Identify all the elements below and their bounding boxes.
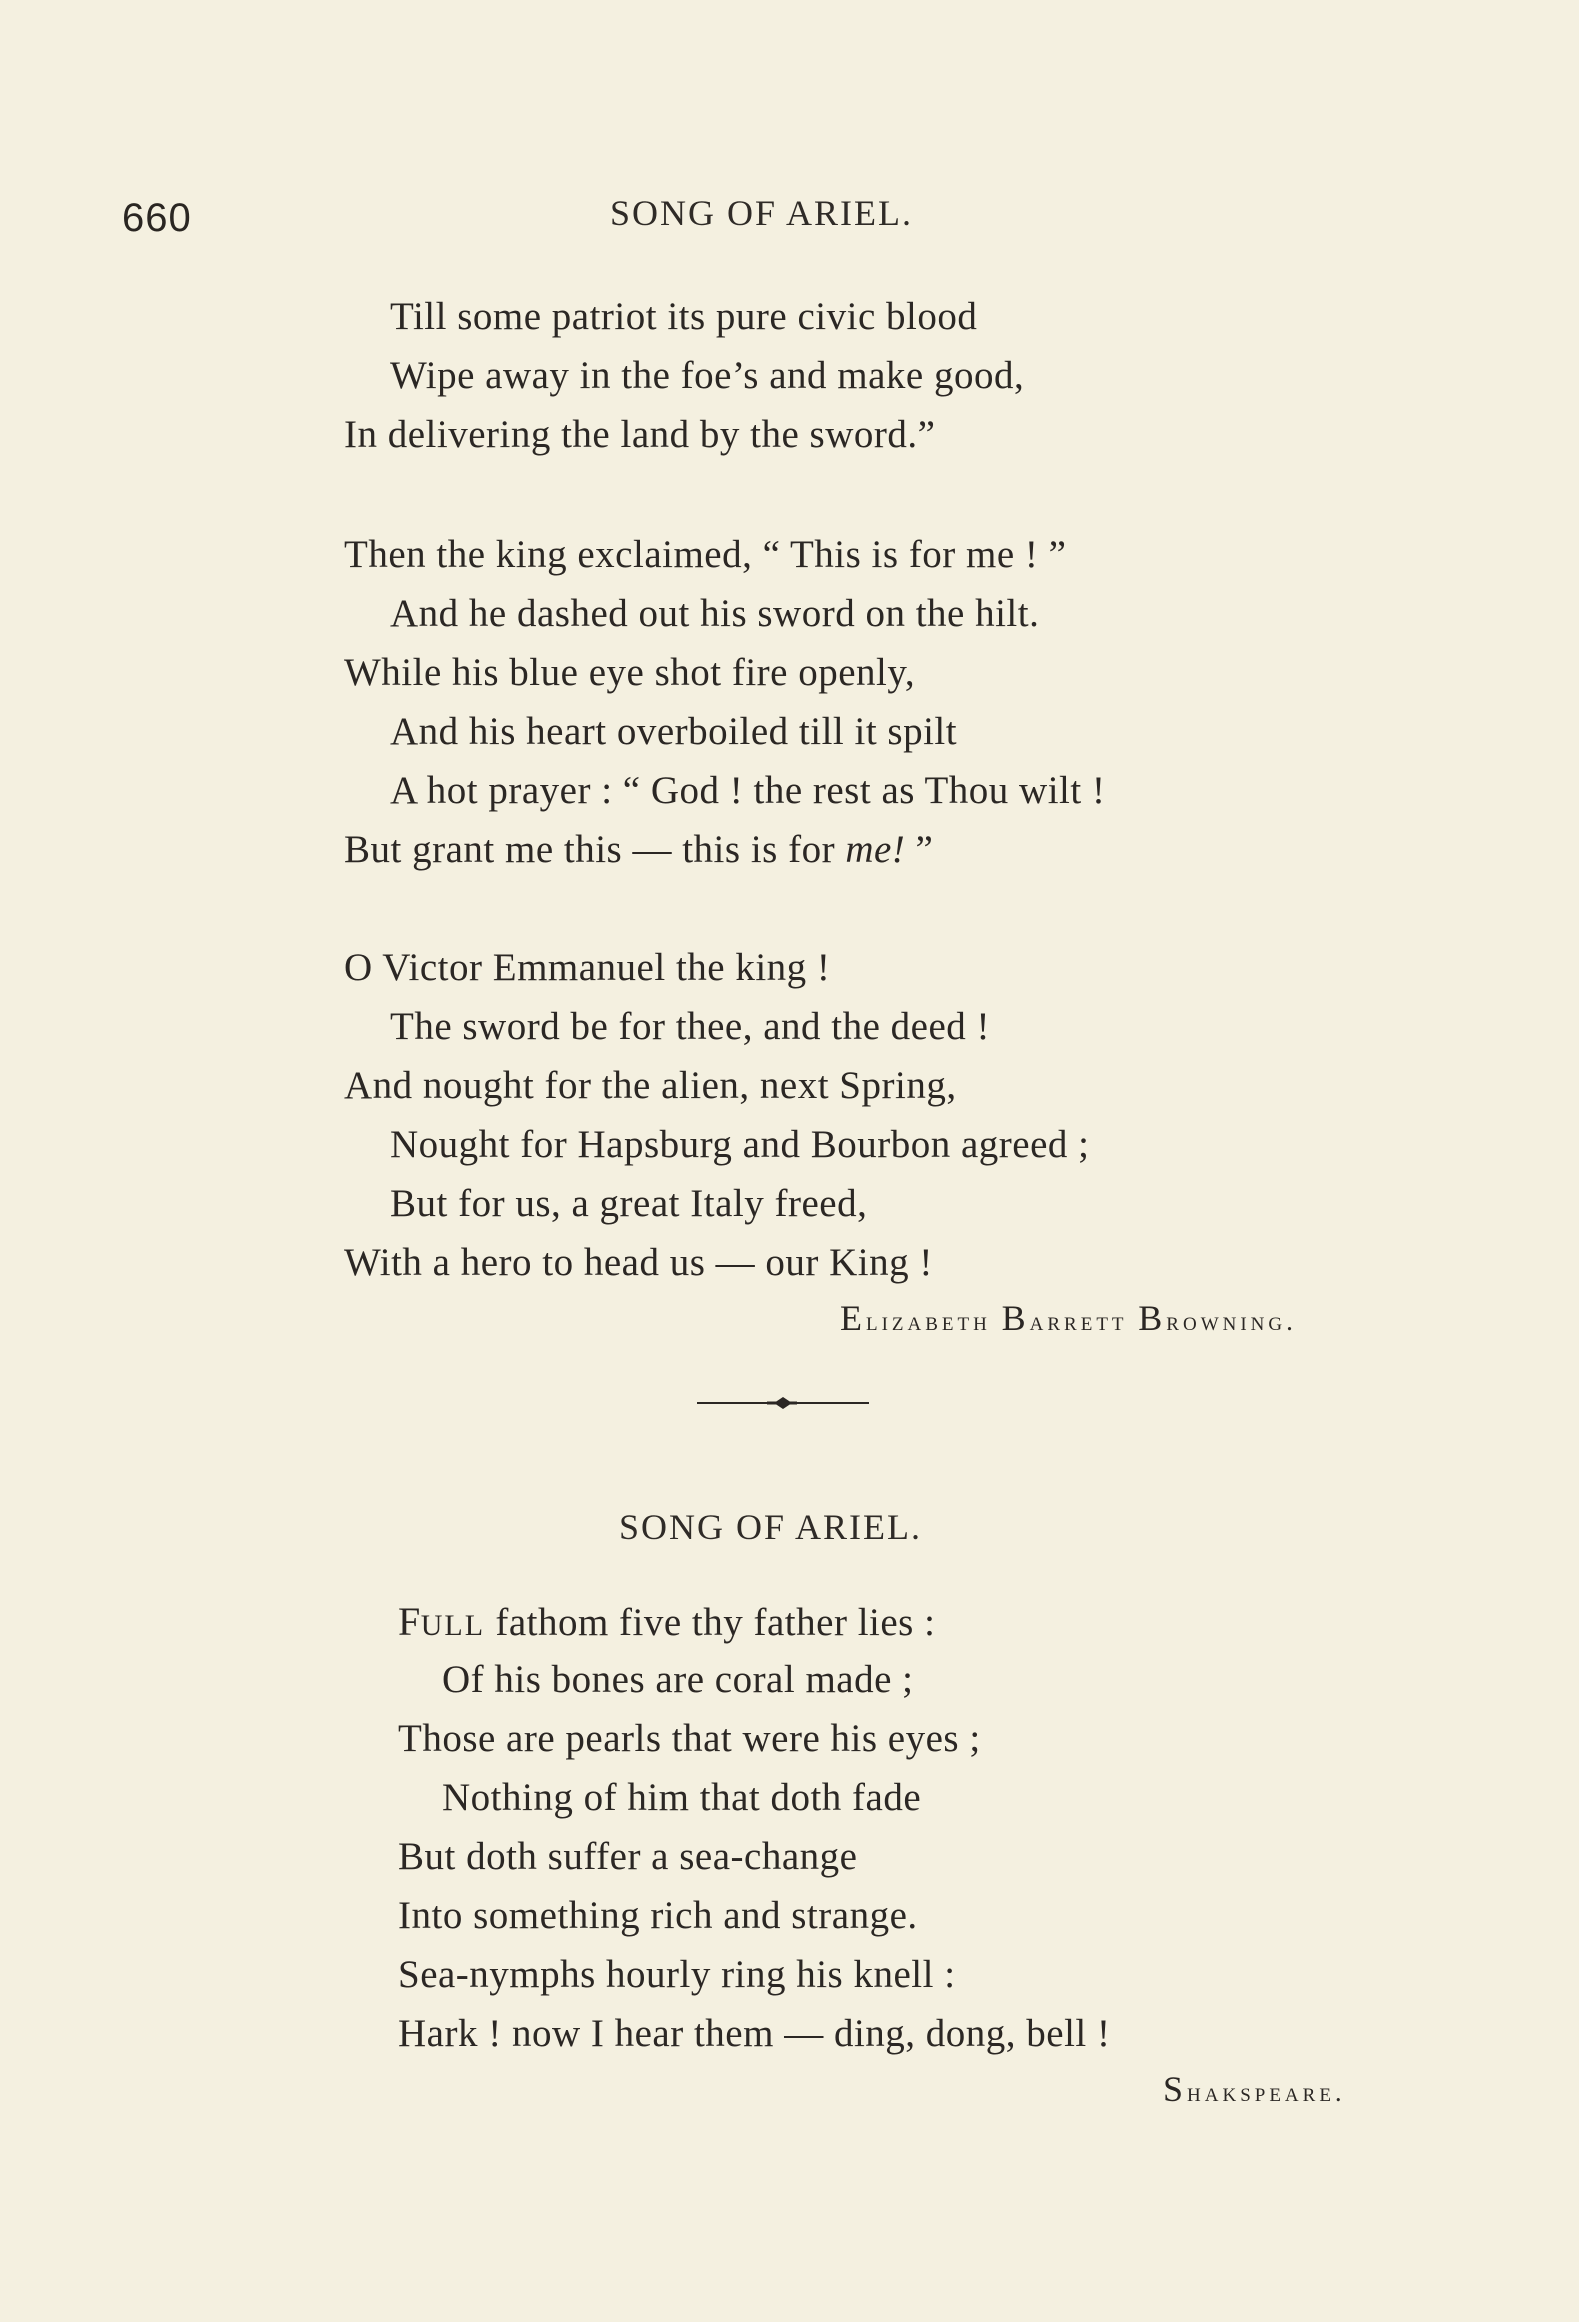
poem-line: O Victor Emmanuel the king ! (344, 946, 831, 989)
poem-line-text: But grant me this — this is for (344, 828, 836, 871)
poem-line: But doth suffer a sea-change (398, 1835, 858, 1878)
poem-line: And his heart overboiled till it spilt (390, 710, 958, 753)
poem-line: Sea-nymphs hourly ring his knell : (398, 1953, 956, 1996)
poem-line-closing-quote: ” (905, 828, 934, 871)
poem-line: Hark ! now I hear them — ding, dong, bell ! (398, 2012, 1111, 2055)
running-head: SONG OF ARIEL. (610, 193, 914, 233)
poem-line: The sword be for thee, and the deed ! (390, 1005, 991, 1048)
poem-line: Nothing of him that doth fade (442, 1776, 922, 1819)
poem-line: Nought for Hapsburg and Bourbon agreed ; (390, 1123, 1090, 1166)
attribution-initial: B (1001, 1298, 1030, 1338)
page-number: 660 (122, 196, 192, 240)
poem-line (344, 827, 933, 872)
section-divider-ornament (697, 1393, 869, 1413)
poem-attribution (840, 1297, 1297, 1339)
attribution-text: hakspeare. (1187, 2077, 1346, 2107)
poem-line: In delivering the land by the sword.” (344, 413, 936, 456)
attribution-initial: S (1163, 2069, 1188, 2109)
poem-line: Wipe away in the foe’s and make good, (390, 354, 1025, 397)
poem-attribution (1163, 2068, 1346, 2110)
attribution-text: arrett (1029, 1306, 1128, 1336)
section-title: SONG OF ARIEL. (619, 1507, 923, 1547)
poem-line: A hot prayer : “ God ! the rest as Thou wilt ! (390, 769, 1106, 812)
poem-line (398, 1598, 935, 1645)
poem-line: While his blue eye shot fire openly, (344, 651, 916, 694)
poem-line-emphasis: me! (845, 828, 906, 871)
poem-line: Then the king exclaimed, “ This is for me ! ” (344, 533, 1067, 576)
poem-line: And he dashed out his sword on the hilt. (390, 592, 1040, 635)
poem-line: With a hero to head us — our King ! (344, 1241, 933, 1284)
attribution-text: rowning. (1166, 1306, 1297, 1336)
attribution-initial: B (1138, 1298, 1167, 1338)
poem-line: Into something rich and strange. (398, 1894, 918, 1937)
small-caps-word: ULL (420, 1609, 486, 1642)
drop-capital: F (398, 1599, 421, 1644)
poem-line: Till some patriot its pure civic blood (390, 295, 978, 338)
attribution-text: lizabeth (866, 1306, 991, 1336)
attribution-initial: E (840, 1298, 866, 1338)
poem-line: Those are pearls that were his eyes ; (398, 1717, 981, 1760)
poem-line: Of his bones are coral made ; (442, 1658, 914, 1701)
poem-line: And nought for the alien, next Spring, (344, 1064, 957, 1107)
poem-line-text: fathom five thy father lies : (485, 1601, 936, 1644)
poem-line: But for us, a great Italy freed, (390, 1182, 868, 1225)
